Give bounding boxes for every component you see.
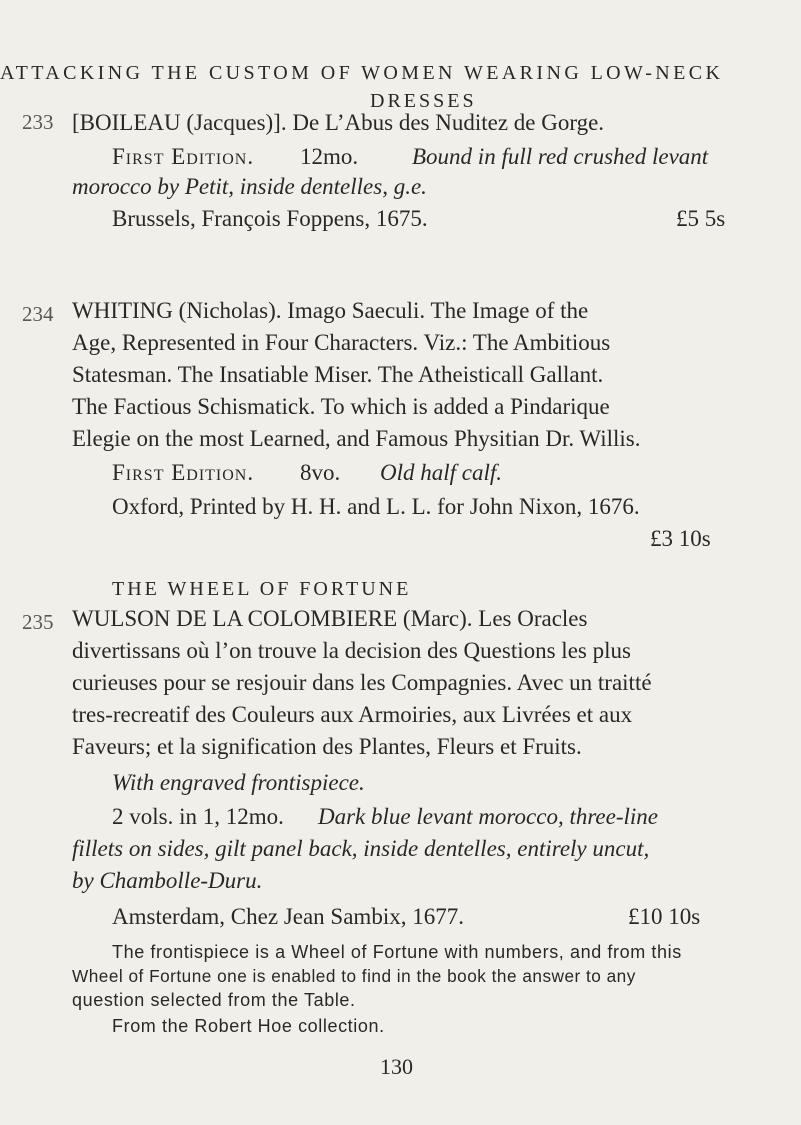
entry-title-line: The Factious Schismatick. To which is added a Pindarique [72, 394, 610, 419]
note-line: Wheel of Fortune one is enabled to find in the book the answer to any [72, 966, 636, 986]
lot-number: 235 [22, 610, 54, 634]
edition: First Edition. [112, 144, 255, 169]
running-head: ATTACKING THE CUSTOM OF WOMEN WEARING LOW-NECK [0, 62, 724, 84]
entry-title-line: Age, Represented in Four Characters. Viz.: The Ambitious [72, 330, 611, 355]
running-head-continued: DRESSES [370, 90, 477, 112]
entry-title: WHITING (Nicholas). Imago Saeculi. The Image of the [72, 298, 589, 323]
format: 12mo. [300, 144, 359, 169]
format: 2 vols. in 1, 12mo. [112, 804, 284, 829]
provenance: From the Robert Hoe collection. [112, 1016, 385, 1036]
format: 8vo. [300, 460, 341, 485]
entry-title: [BOILEAU (Jacques)]. De L’Abus des Nuditez de Gorge. [72, 110, 605, 135]
illustration-note: With engraved frontispiece. [112, 770, 365, 795]
binding: Bound in full red crushed levant [412, 144, 709, 169]
imprint: Amsterdam, Chez Jean Sambix, 1677. [112, 904, 464, 929]
entry-title-line: Faveurs; et la signification des Plantes, Fleurs et Fruits. [72, 734, 582, 759]
entry-title-line: curieuses pour se resjouir dans les Compagnies. Avec un traitté [72, 670, 652, 695]
price: £10 10s [628, 904, 701, 929]
entry-title-line: divertissans où l’on trouve la decision des Questions les plus [72, 638, 631, 663]
binding: Dark blue levant morocco, three-line [318, 804, 658, 829]
page-number: 130 [380, 1054, 413, 1079]
binding-continued: morocco by Petit, inside dentelles, g.e. [72, 174, 427, 199]
entry-title: WULSON DE LA COLOMBIERE (Marc). Les Oracles [72, 606, 588, 631]
section-heading: THE WHEEL OF FORTUNE [112, 578, 412, 600]
entry-title-line: Elegie on the most Learned, and Famous Physitian Dr. Willis. [72, 426, 641, 451]
entry-title-line: tres-recreatif des Couleurs aux Armoiries, aux Livrées et aux [72, 702, 633, 727]
binder: by Chambolle-Duru. [72, 868, 263, 893]
imprint: Brussels, François Foppens, 1675. [112, 206, 428, 231]
lot-number: 234 [22, 302, 54, 326]
entry-title-line: Statesman. The Insatiable Miser. The Atheisticall Gallant. [72, 362, 604, 387]
edition: First Edition. [112, 460, 255, 485]
price: £3 10s [650, 526, 711, 551]
binding-continued: fillets on sides, gilt panel back, inside dentelles, entirely uncut, [72, 836, 650, 861]
price: £5 5s [676, 206, 726, 231]
note-line: question selected from the Table. [72, 990, 356, 1010]
imprint: Oxford, Printed by H. H. and L. L. for John Nixon, 1676. [112, 494, 640, 519]
binding: Old half calf. [380, 460, 503, 485]
lot-number: 233 [22, 110, 54, 134]
note-line: The frontispiece is a Wheel of Fortune with numbers, and from this [112, 942, 682, 962]
